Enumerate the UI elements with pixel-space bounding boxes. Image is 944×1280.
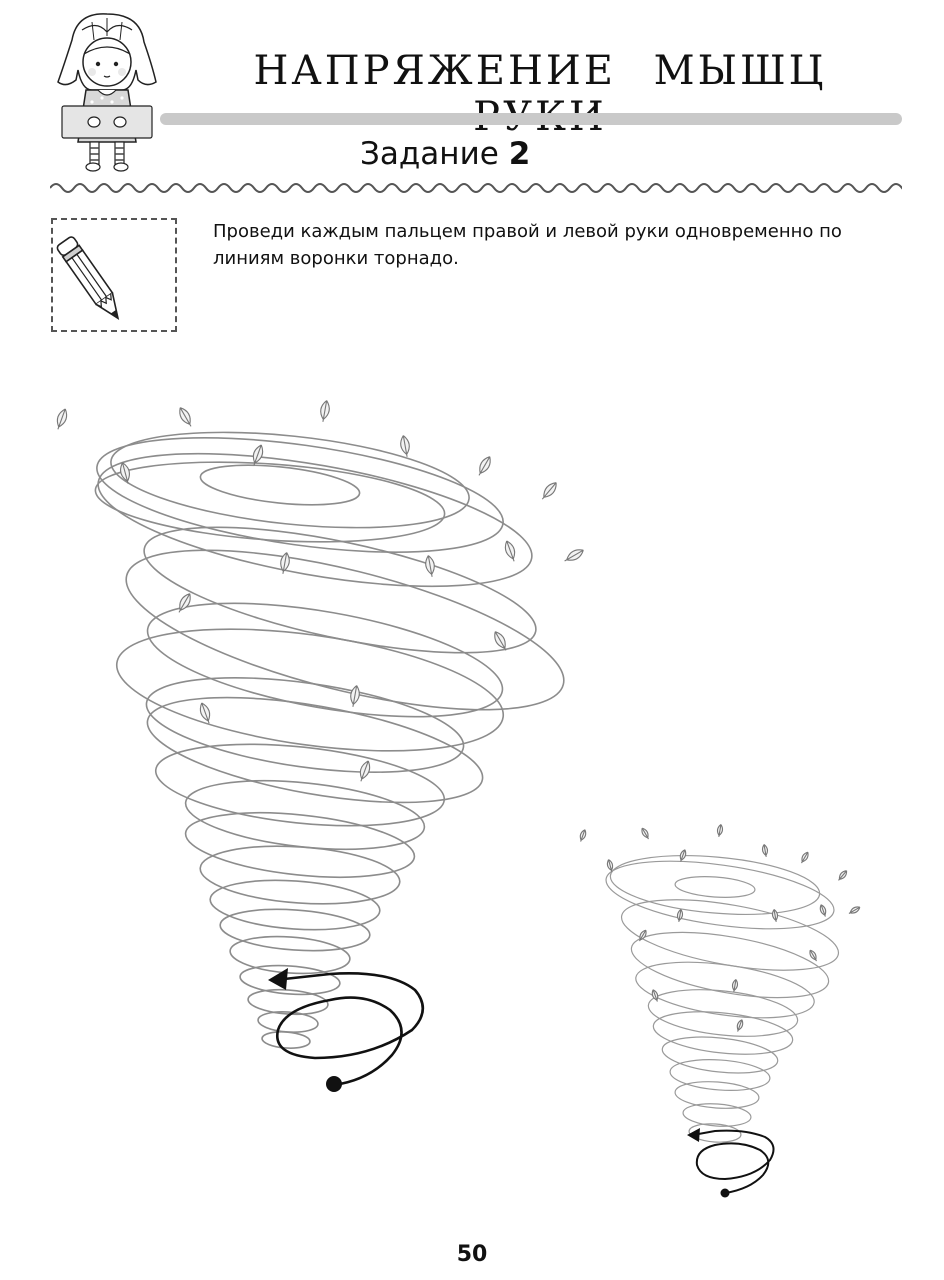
leaf-icon xyxy=(676,909,683,922)
leaf-icon xyxy=(399,435,411,458)
start-point xyxy=(326,1076,342,1092)
tornado-icon xyxy=(565,815,895,1205)
tornado-ring xyxy=(209,875,382,935)
tornado-ring xyxy=(602,849,838,940)
leaf-icon xyxy=(799,851,810,864)
leaf-icon xyxy=(177,406,195,429)
tornado-ring xyxy=(106,417,473,542)
leaf-icon xyxy=(735,1019,744,1033)
tornado-ring xyxy=(141,661,470,789)
leaf-icon xyxy=(819,904,828,918)
page-number: 50 xyxy=(456,1242,488,1267)
task-instruction: Проведи каждым пальцем правой и левой руки одновременно по линиям воронки торнадо. xyxy=(213,221,842,269)
leaf-icon xyxy=(175,592,193,615)
tornado-icon xyxy=(40,390,640,1110)
tornado-ring xyxy=(89,428,541,613)
leaf-icon xyxy=(563,547,586,565)
tornado-ring xyxy=(669,1057,771,1094)
title-underline-bar xyxy=(160,113,902,125)
leaf-icon xyxy=(808,949,819,962)
leaf-icon xyxy=(640,827,651,840)
leaf-icon xyxy=(54,408,69,431)
tornado-ring xyxy=(661,1032,780,1078)
tornado-ring xyxy=(651,1006,794,1060)
tornado-ring xyxy=(239,963,341,998)
leaf-icon xyxy=(319,400,331,423)
tornado-ring xyxy=(674,1079,760,1111)
leaf-icon xyxy=(424,555,436,578)
task-number: 2 xyxy=(508,136,531,172)
page-title: НАПРЯЖЕНИЕ МЫШЦ xyxy=(253,48,827,94)
tornado-ring xyxy=(219,905,371,955)
leaf-icon xyxy=(848,905,861,916)
leaf-icon xyxy=(716,824,723,837)
tornado-ring xyxy=(608,848,822,922)
girl-illustration xyxy=(52,10,162,175)
leaf-icon xyxy=(503,540,518,563)
leaf-icon xyxy=(762,844,769,857)
wavy-divider xyxy=(50,178,902,198)
tornado-ring xyxy=(262,1030,311,1049)
tornado-ring xyxy=(182,803,417,887)
task-heading xyxy=(360,136,530,172)
pencil-frame xyxy=(51,218,177,332)
task-label: Задание xyxy=(360,136,499,172)
tornado-ring xyxy=(632,953,817,1028)
tornado-ring xyxy=(674,874,755,900)
tornado-ring xyxy=(199,459,362,512)
tornado-ring xyxy=(139,581,510,738)
leaf-icon xyxy=(578,829,587,843)
leaf-icon xyxy=(539,480,559,502)
leaf-icon xyxy=(731,979,738,992)
leaf-icon xyxy=(837,869,849,882)
tornado-ring xyxy=(140,677,490,823)
leaf-icon xyxy=(357,760,372,783)
pencil-icon xyxy=(53,220,175,330)
start-point xyxy=(721,1189,730,1198)
leaf-icon xyxy=(349,685,361,708)
leaf-icon xyxy=(772,909,779,922)
leaf-icon xyxy=(475,455,493,478)
